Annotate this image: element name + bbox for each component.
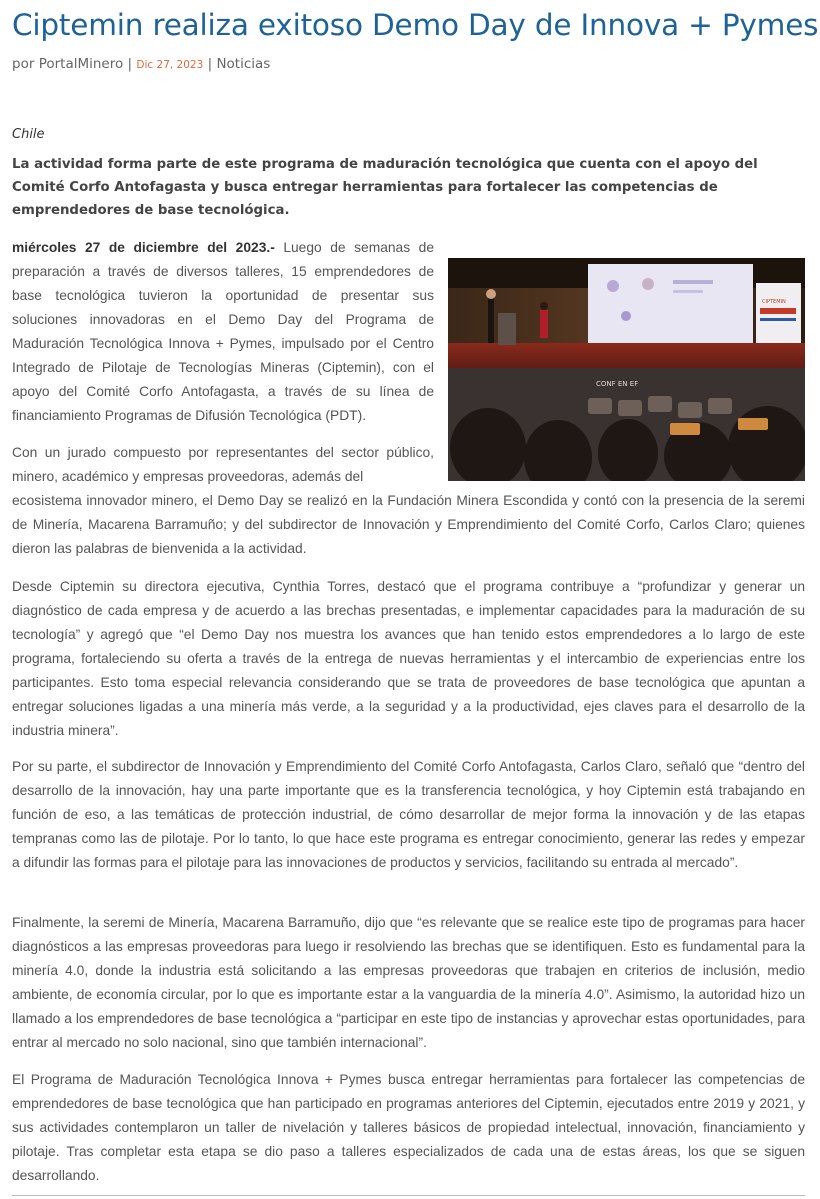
article-title[interactable]: Ciptemin realiza exitoso Demo Day de Innova + Pymes [12,8,819,42]
paragraph-3: Desde Ciptemin su directora ejecutiva, Cynthia Torres, destacó que el programa contribuye a “profundizar y generar un diagnóstico de cada empresa y de acuerdo a las brechas presentadas, e implementar capacidades para la maduración de su tecnología” y agregó que “el Demo Day nos muestra los avances que han tenido estos emprendedores a lo largo de este programa, fortaleciendo su oferta a través de la entrega de nuevas herramientas y el intercambio de experiencias entre los participantes. Esto toma especial relevancia considerando que se trata de proveedores de base tecnológica que apuntan a entregar soluciones ligadas a una minería más verde, a la seguridad y a la productividad, ejes claves para el desarrollo de la industria minera”. [12,579,805,738]
paragraph-6: El Programa de Maduración Tecnológica Innova + Pymes busca entregar herramientas para fortalecer las competencias de emprendedores de base tecnológica que han participado en programas anteriores del Ciptemin, ejecutados entre 2019 y 2021, y sus actividades contemplaron un taller de nivelación y talleres básicos de propiedad intelectual, innovación, financiamiento y pilotaje. Tras completar esta etapa se dio paso a talleres especializados de cada una de estas áreas, los que se siguen desarrollando. [12,1072,805,1183]
paragraph-5: Finalmente, la seremi de Minería, Macarena Barramuño, dijo que “es relevante que se realice este tipo de programas para hacer diagnósticos a las empresas proveedoras para luego ir resolviendo las brechas que se identifiquen. Esto es fundamental para la minería 4.0, donde la industria está solicitando a las empresas proveedoras que trabajen en criterios de inclusión, medio ambiente, de economía circular, por lo que es importante estar a la vanguardia de la minería 4.0”. Asimismo, la autoridad hizo un llamado a los emprendedores de base tecnológica a “participar en este tipo de instancias y aprovechar estas oportunidades, para entrar al mercado no solo nacional, sino que también internacional”. [12,915,805,1050]
photo-screen-text: CONF EN EF [596,380,639,388]
bottom-divider [12,1195,805,1196]
meta-separator: | [127,56,133,72]
author-link[interactable]: PortalMinero [38,56,124,72]
paragraph-4: Por su parte, el subdirector de Innovación y Emprendimiento del Comité Corfo Antofagasta, Carlos Claro, señaló que “dentro del desarrollo de la innovación, hay una parte importante que es la transferencia tecnológica, y hoy Ciptemin está trabajando en función de eso, a las temáticas de protección industrial, de cómo desarrollar de mejor forma la innovación y de las etapas tempranas como las de pilotaje. Por lo tanto, lo que hace este programa es entregar conocimiento, generar las redes y empezar a difundir las formas para el pilotaje para las innovaciones de productos y servicios, facilitando su entrada al mercado”. [12,759,805,870]
byline-prefix: por [12,56,35,72]
paragraph-2-rest: ecosistema innovador minero, el Demo Day se realizó en la Fundación Minera Escondida y contó con la presencia de la seremi de Minería, Macarena Barramuño; y del subdirector de Innovación y Emprendimiento del Comité Corfo, Carlos Claro; quienes dieron las palabras de bienvenida a la actividad. [12,493,805,556]
paragraph-2-start: Con un jurado compuesto por representantes del sector público, minero, académico y empresas proveedoras, además del [12,445,434,484]
category-link[interactable]: Noticias [216,56,271,72]
photo-banner-text: CIPTEMIN [762,299,786,305]
article-lead: La actividad forma parte de este programa de maduración tecnológica que cuenta con el apoyo del Comité Corfo Antofagasta y busca entregar herramientas para fortalecer las competencias de emprendedores de base tecnológica. [12,157,758,218]
paragraph-1-date: miércoles 27 de diciembre del 2023.- [12,240,275,255]
publish-date: Dic 27, 2023 [136,59,204,71]
paragraph-2 [12,441,805,561]
paragraph-1 [12,236,434,428]
paragraph-1-text: Luego de semanas de preparación a través de diversos talleres, 15 emprendedores de base tecnológica tuvieron la oportunidad de presentar sus soluciones innovadoras en el Demo Day del Programa de Maduración Tecnológica Innova + Pymes, impulsado por el Centro Integrado de Pilotaje de Tecnologías Mineras (Ciptemin), con el apoyo del Comité Corfo Antofagasta, a través de su línea de financiamiento Programas de Difusión Tecnológica (PDT). [12,240,434,423]
meta-separator: | [207,56,213,72]
location-label: Chile [12,127,45,142]
article-meta [12,56,270,72]
